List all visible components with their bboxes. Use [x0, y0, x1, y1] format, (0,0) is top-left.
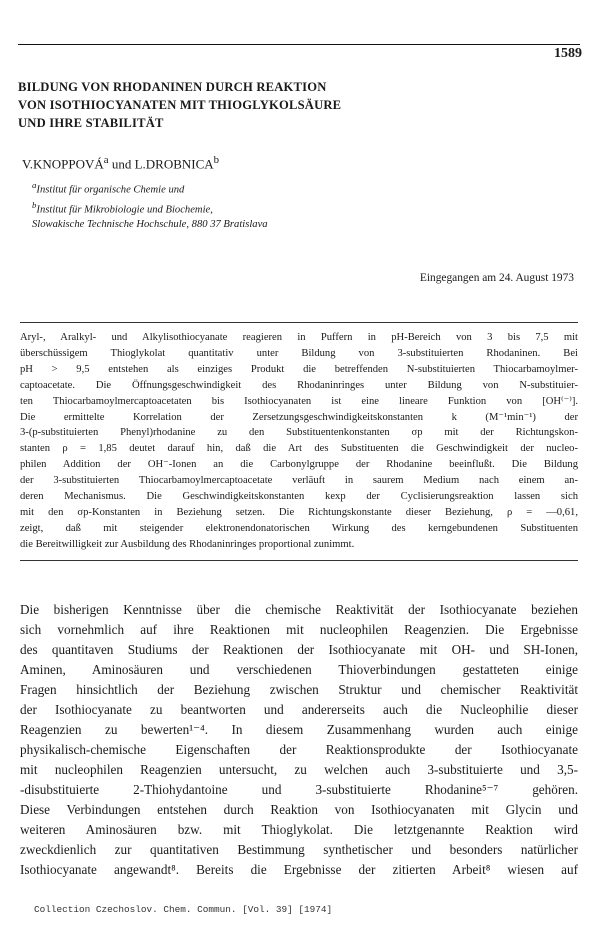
abstract-bottom-rule: [20, 560, 578, 561]
body-line: Die bisherigen Kenntnisse über die chemische Reaktivität der Isothiocyanate beziehen: [20, 602, 578, 617]
header-rule: [18, 44, 580, 45]
title-line: VON ISOTHIOCYANATEN MIT THIOGLYKOLSÄURE: [18, 98, 342, 112]
body-text: [20, 600, 578, 880]
affil-mark: b: [32, 199, 37, 210]
abstract-line: mit den σp-Konstanten in Beziehung setzen. Die Richtungskonstante dieser Beziehung, ρ = —0,61,: [20, 506, 578, 518]
abstract-line: ten Thiocarbamoylmercaptoacetaten bis Isothiocyanaten ist eine lineare Funktion von [OH⁽⁻⁾].: [20, 395, 578, 407]
author-conj: und: [108, 156, 135, 172]
title-line: BILDUNG VON RHODANINEN DURCH REAKTION: [18, 80, 327, 94]
affil-mark: a: [32, 180, 37, 190]
author-affil-mark: a: [103, 154, 109, 166]
journal-footer: Collection Czechoslov. Chem. Commun. [Vol. 39] [1974]: [34, 904, 333, 915]
affil-text: Institut für Mikrobiologie und Biochemie,: [36, 204, 213, 216]
abstract-line: 3-(p-substituierten Phenyl)rhodanine zu den Substituentenkonstanten σp mit der Richtungskon-: [20, 427, 578, 439]
body-line: des quantitaven Studiums der Reaktionen der Isothiocyanate mit OH- und SH-Ionen,: [20, 642, 578, 657]
article-title: [18, 78, 578, 132]
abstract-line: Aryl-, Aralkyl- und Alkylisothiocyanate reagieren in Puffern in pH-Bereich von 3 bis 7,5 mit: [20, 332, 578, 343]
affiliation-line: [32, 198, 268, 218]
author-line: [22, 154, 219, 172]
body-line: der Isothiocyanate zu beantworten und andererseits auch die Nucleophilie dieser: [20, 702, 578, 717]
abstract-line: der 3-substituierten Thiocarbamoylmercaptoacetate verläuft in saurem Medium nach einem an-: [20, 475, 578, 487]
affil-text: Institut für organische Chemie und: [36, 184, 185, 196]
author-name: V.KNOPPOVÁ: [22, 156, 104, 172]
body-line: Isothiocyanate angewandt⁸. Bereits die Ergebnisse der zitierten Arbeit⁸ wiesen auf: [20, 862, 578, 877]
affiliations: [32, 178, 268, 232]
abstract-line: captoacetate. Die Öffnungsgeschwindigkeit des Rhodaninringes unter Bildung von N-substituier-: [20, 379, 578, 391]
abstract-line: deren Mechanismus. Die Geschwindigkeitskonstanten kexp der Cyclisierungsreaktion lassen sich: [20, 491, 578, 503]
body-line: mit nucleophilen Reagenzien untersucht, zu welchen auch 3-substituierte und 3,5-: [20, 762, 578, 777]
body-line: zweckdienlich zur quantitativen Bestimmung synthetischer und besonders natürlicher: [20, 842, 578, 857]
abstract-line: zeigt, daß mit steigender elektronendonatorischen Wirkung des kerngebundenen Substituenten: [20, 522, 578, 534]
page-number: 1589: [554, 46, 582, 61]
abstract-line: die Bereitwilligkeit zur Ausbildung des Rhodaninringes proportional zunimmt.: [20, 538, 355, 550]
body-line: Fragen hinsichtlich der Beziehung zwischen Struktur und chemischer Reaktivität: [20, 682, 578, 697]
affiliation-address: Slowakische Technische Hochschule, 880 37 Bratislava: [32, 219, 268, 231]
body-line: sich vornehmlich auf ihre Reaktionen mit nucleophilen Reagenzien. Die Ergebnisse: [20, 622, 578, 637]
abstract-line: pH > 9,5 entstehen als einziges Produkt die betreffenden N-substituierten Thiocarbamoylmer-: [20, 363, 578, 375]
author-affil-mark: b: [213, 154, 220, 166]
received-date: Eingegangen am 24. August 1973: [419, 272, 574, 284]
affiliation-line: [32, 178, 268, 198]
abstract: [20, 330, 578, 553]
body-line: Aminen, Aminosäuren und verschiedenen Thioverbindungen gestatteten einige: [20, 662, 578, 677]
body-line: Diese Verbindungen entstehen durch Reaktion von Isothiocyanaten mit Glycin und: [20, 802, 578, 817]
abstract-line: überschüssigem Thioglykolat quantitativ unter Bildung von 3-substituierten Rhodaninen. Bei: [20, 347, 578, 359]
abstract-line: philen Addition der OH⁻-Ionen an die Carbonylgruppe der Rhodanine beeinflußt. Die Bildung: [20, 459, 578, 471]
abstract-line: Die ermittelte Korrelation der Zersetzungsgeschwindigkeitskonstanten k (M⁻¹min⁻¹) der: [20, 411, 578, 423]
body-line: physikalisch-chemische Eigenschaften der Reaktionsprodukte der Isothiocyanate: [20, 742, 578, 757]
abstract-line: stanten ρ = 1,85 deutet darauf hin, daß die Art des Substituenten die Geschwindigkeit der nucleo-: [20, 443, 578, 455]
body-line: -disubstituierte 2-Thiohydantoine und 3-substituierte Rhodanine⁵⁻⁷ gehören.: [20, 782, 578, 797]
body-line: weiteren Aminosäuren bzw. mit Thioglykolat. Die letztgenannte Reaktion wird: [20, 822, 578, 837]
title-line: UND IHRE STABILITÄT: [18, 116, 164, 130]
author-name: L.DROBNICA: [134, 156, 214, 172]
body-line: Reagenzien zu bewerten¹⁻⁴. In diesem Zusammenhang wurden auch einige: [20, 722, 578, 737]
abstract-top-rule: [20, 322, 578, 323]
